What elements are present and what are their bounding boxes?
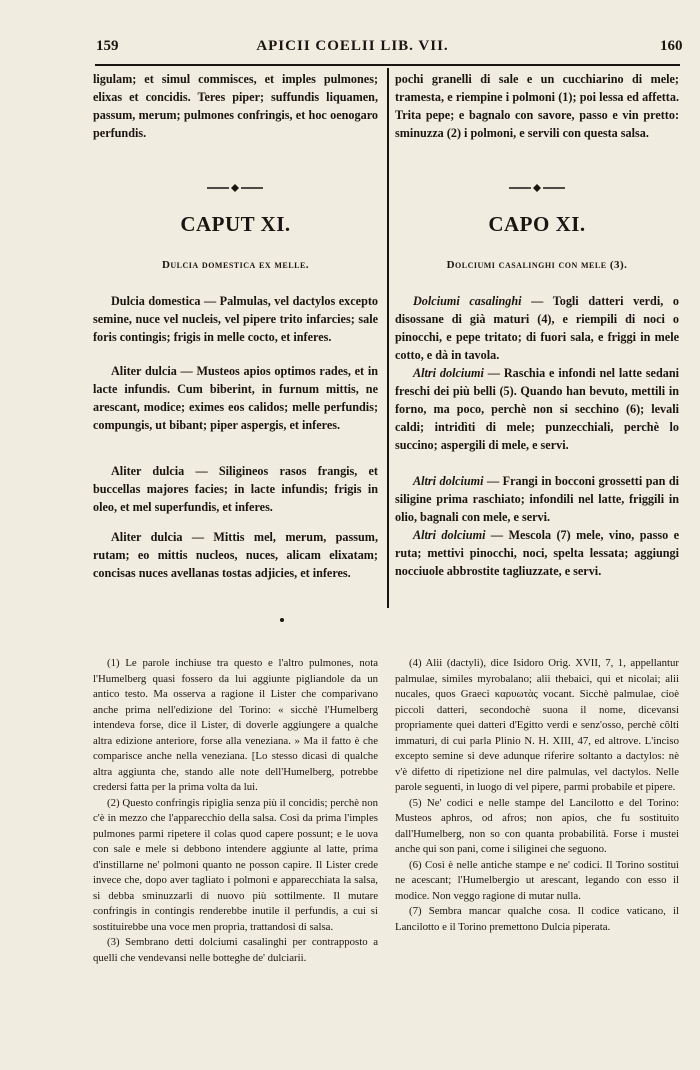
italian-recipe-3-title: Altri dolciumi (413, 474, 484, 488)
italian-recipe-3 (395, 472, 679, 526)
italian-recipe-4-title: Altri dolciumi (413, 528, 486, 542)
latin-continuation (93, 70, 378, 142)
italian-continuation-text: pochi granelli di sale e un cucchiarino di mele; tramesta, e riempine i polmoni (1); poi lessa ed affetta. Trita pepe; e bagnalo con savore, passo e vin pretto: sminuzza (2) i polmoni, e servili con questa salsa. (395, 72, 679, 140)
chapter-subtitle-italian: Dolciumi casalinghi con mele (3). (446, 259, 628, 271)
header-rule (95, 64, 680, 66)
footnote: (3) Sembrano detti dolciumi casalinghi per contrapposto a quelli che vendevansi nelle botteghe de' dulciarii. (93, 936, 378, 964)
footnote: (7) Sembra mancar qualche cosa. Il codice vaticano, il Lancilotto e il Torino premettono Dulcia piperata. (395, 905, 679, 933)
chapter-title-italian: CAPO XI. (488, 212, 586, 236)
italian-recipe-1-title: Dolciumi casalinghi (413, 294, 522, 308)
latin-recipe-3-text: Aliter dulcia — Siligineos rasos frangis, et buccellas majores facies; in lacte infundis; frigis in oleo, et mel superfundis, et inferes. (93, 464, 378, 514)
footnote: (1) Le parole inchiuse tra questo e l'altro pulmones, nota l'Humelberg quasi fossero da lui aggiunte pigliandole da un antico testo. Ma osserva a ragione il Lister che comparivano anche prima nell'edizione del Torino: « sicchè l'Humelberg intendeva forse, dice il Lister, di doverle aggiungere a qualche altra edizione anteriore, forse alla veneziana. » Ma il fatto è che comparisce anche nella veneziana. [Lo stesso dicasi di qualche altra aggiunta che, stando alle note dell'Humelberg, potrebbe credersi fatta per la prima volta da lui. (93, 657, 378, 793)
italian-recipe-3-text (395, 472, 679, 526)
italian-recipe-1-body: — Togli datteri verdi, o disossane di già maturi (4), e riempili di noci o pinocchi, e pepe tritato; di fuori sala, e friggi in mele cotto, e dà in tavola. (395, 294, 679, 362)
italian-recipe-4-text (395, 526, 679, 580)
italian-recipe-4-body: — Mescola (7) mele, vino, passo e ruta; mettivi pinocchi, noci, spelta lessata; aggiungi nocciuole abbrostite tagliuzzate, e servi. (395, 528, 679, 578)
page-number-left: 159 (96, 38, 119, 54)
footnotes-right (395, 656, 679, 935)
latin-recipe-3 (93, 462, 378, 516)
separator-mark (280, 618, 284, 622)
italian-recipe-2 (395, 364, 679, 454)
page-number-right: 160 (660, 38, 683, 54)
running-header (0, 36, 700, 60)
latin-continuation-text: ligulam; et simul commisces, et imples pulmones; elixas et concidis. Teres piper; suffundis liquamen, passum, merum; pulmones confringis, et hoc oenogaro perfundis. (93, 72, 378, 140)
latin-recipe-2-text: Aliter dulcia — Musteos apios optimos rades, et in lacte infundis. Cum biberint, in furnum mittis, ne arescant, modice; eximes eos calidos; melle perfundis; compungis, ut bibant; piper aspergis, et inferes. (93, 364, 378, 432)
footnotes-left (93, 656, 378, 966)
latin-recipe-2 (93, 362, 378, 434)
footnote: (4) Alii (dactyli), dice Isidoro Orig. XVII, 7, 1, appellantur palmulae, similes myrobalano; alii thebaici, qui et nicolai; alii nucales, quos Graeci καρυωτὰς vocant. Sicchè palmulae, cioè piccoli datteri, secondochè suona il nome, dicevansi propriamente quei datteri d'Egitto verdi e senz'osso, perchè côlti immaturi, di cui parla Plinio N. H. XIII, 47, ed altrove. L'inciso excepto semine si deve adunque riferire soltanto a dactylos: nè v'è difetto di ripetizione nel dire palmulas, vel dactylos. Nelle parole seguenti, in luogo di vel pipere, parmi probabile et pipere. (395, 657, 679, 793)
italian-recipe-1 (395, 292, 679, 364)
footnote: (2) Questo confringis ripiglia senza più il concidis; perchè non c'è in mezzo che l'apparecchio della salsa. Così da prima l'imples pulmones parmi ripetere il colas quod capere possunt; e le uova con sale e mele si debbono intendere aggiunte al latte, prima d'instillarne ne' polmoni quanto ne posson capire. Il Lister crede invece che, dopo aver tagliato i polmoni e apparecchiata la salsa, si debba sminuzzarli di nuovo più sottilmente. Il mutare confringis in contingis renderebbe inutile il perfundis, a cui si sostituirebbe una voce men propria, trattandosi di salsa. (93, 796, 378, 933)
latin-recipe-4-text: Aliter dulcia — Mittis mel, merum, passum, rutam; eo mittis nucleos, nuces, alicam elixatam; concisas nuces avellanas tostas adjicies, et inferes. (93, 530, 378, 580)
footnote: (6) Così è nelle antiche stampe e ne' codici. Il Torino sostituì ne acescant; l'Humelbergio ut arescant, legando con esso il modice. Non veggo ragione di mutar nulla. (395, 858, 679, 902)
column-divider (387, 68, 389, 608)
latin-recipe-1-text: Dulcia domestica — Palmulas, vel dactylos excepto semine, nuce vel nucleis, vel pipere trito infarcies; sale foris contingis; frigis in melle cocto, et inferes. (93, 294, 378, 344)
italian-recipe-3-body: — Frangi in bocconi grossetti pan di siligine prima raschiato; infondili nel latte, friggili in olio, bagnali con mele, e servi. (395, 474, 679, 524)
chapter-title-latin: CAPUT XI. (180, 212, 291, 236)
running-title: APICII COELII LIB. VII. (256, 38, 449, 54)
italian-recipe-2-body: — Raschia e infondi nel latte sedani freschi dei più belli (5). Quando han bevuto, mettili in forno, ma poco, perchè non si secchino (6); levali caldi; intridìti di mele; punzecchiali, perchè lo succino; aspergili di mele, e servi. (395, 366, 679, 452)
italian-recipe-2-title: Altri dolciumi (413, 366, 484, 380)
footnote: (5) Ne' codici e nelle stampe del Lancilotto e del Torino: Musteos aphros, od afros; non apios, che fu sostituito dall'Humelberg, non so con quanta probabilità. Forse i mustei anche qui son pani, come i siliginei che seguono. (395, 796, 679, 855)
ornament-right (509, 183, 565, 193)
chapter-subtitle-latin: Dulcia domestica ex melle. (161, 259, 310, 271)
italian-recipe-4 (395, 526, 679, 580)
italian-continuation (395, 70, 679, 142)
latin-recipe-1 (93, 292, 378, 346)
latin-recipe-4 (93, 528, 378, 582)
italian-recipe-1-text (395, 292, 679, 364)
italian-recipe-2-text (395, 364, 679, 454)
ornament-left (207, 183, 263, 193)
